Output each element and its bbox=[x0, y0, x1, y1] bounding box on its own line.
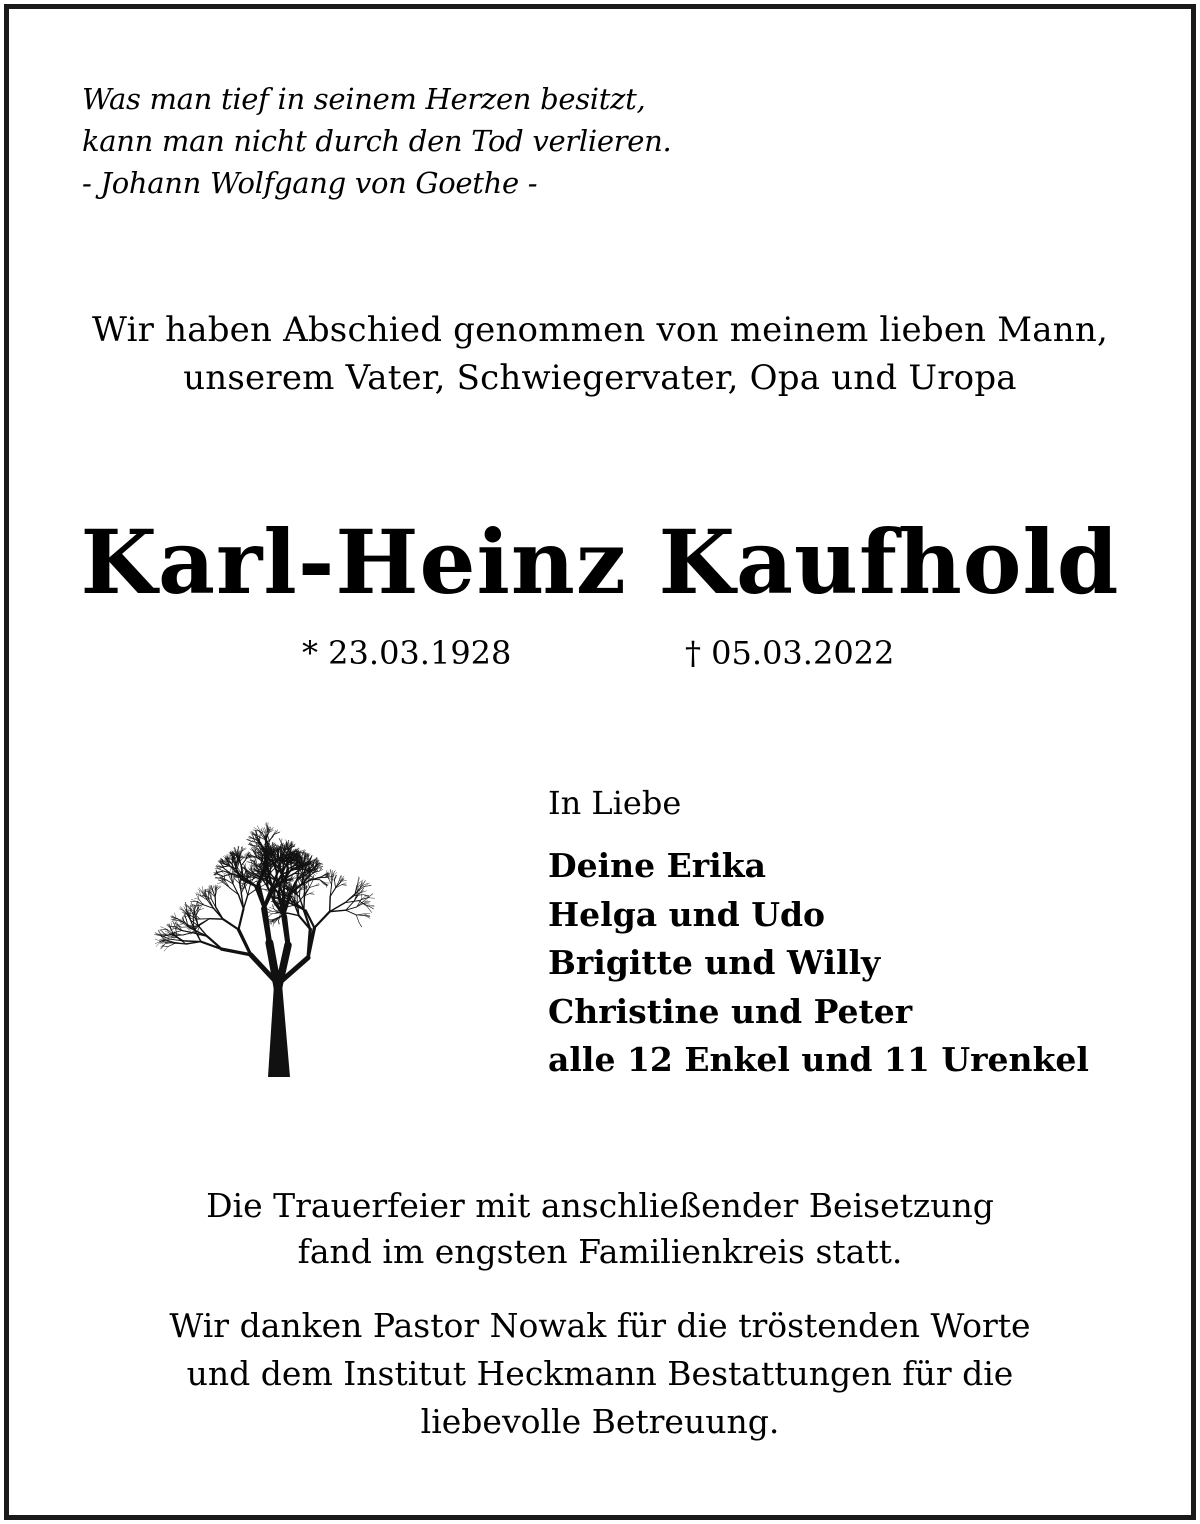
thanks-text bbox=[0, 1302, 1200, 1446]
in-love-greeting: In Liebe bbox=[548, 784, 682, 822]
thanks-line-1: Wir danken Pastor Nowak für die tröstenden Worte bbox=[169, 1306, 1031, 1345]
birth-date: * 23.03.1928 bbox=[302, 634, 512, 672]
mourner-name: Brigitte und Willy bbox=[548, 943, 881, 982]
death-date: † 05.03.2022 bbox=[685, 634, 895, 672]
intro-line-1: Wir haben Abschied genommen von meinem lieben Mann, bbox=[92, 310, 1108, 350]
intro-text bbox=[0, 306, 1200, 402]
quote-line-1: Was man tief in seinem Herzen besitzt, bbox=[82, 82, 646, 116]
mourner-name: alle 12 Enkel und 11 Urenkel bbox=[548, 1040, 1089, 1079]
goethe-quote bbox=[82, 78, 671, 204]
quote-line-2: kann man nicht durch den Tod verlieren. bbox=[82, 124, 672, 158]
service-line-1: Die Trauerfeier mit anschließender Beisetzung bbox=[206, 1186, 994, 1225]
service-line-2: fand im engsten Familienkreis statt. bbox=[297, 1232, 903, 1271]
thanks-line-3: liebevolle Betreuung. bbox=[420, 1402, 780, 1441]
quote-author: - Johann Wolfgang von Goethe - bbox=[82, 166, 538, 200]
mourner-name: Christine und Peter bbox=[548, 991, 913, 1031]
mourner-name: Deine Erika bbox=[548, 846, 766, 885]
bare-tree-icon bbox=[78, 722, 478, 1082]
intro-line-2: unserem Vater, Schwiegervater, Opa und Uropa bbox=[183, 358, 1017, 398]
thanks-line-2: und dem Institut Heckmann Bestattungen für die bbox=[186, 1354, 1014, 1393]
funeral-service-text bbox=[0, 1183, 1200, 1275]
deceased-name: Karl-Heinz Kaufhold bbox=[80, 510, 1120, 614]
mourners-list bbox=[548, 842, 1089, 1085]
mourner-name: Helga und Udo bbox=[548, 894, 826, 934]
